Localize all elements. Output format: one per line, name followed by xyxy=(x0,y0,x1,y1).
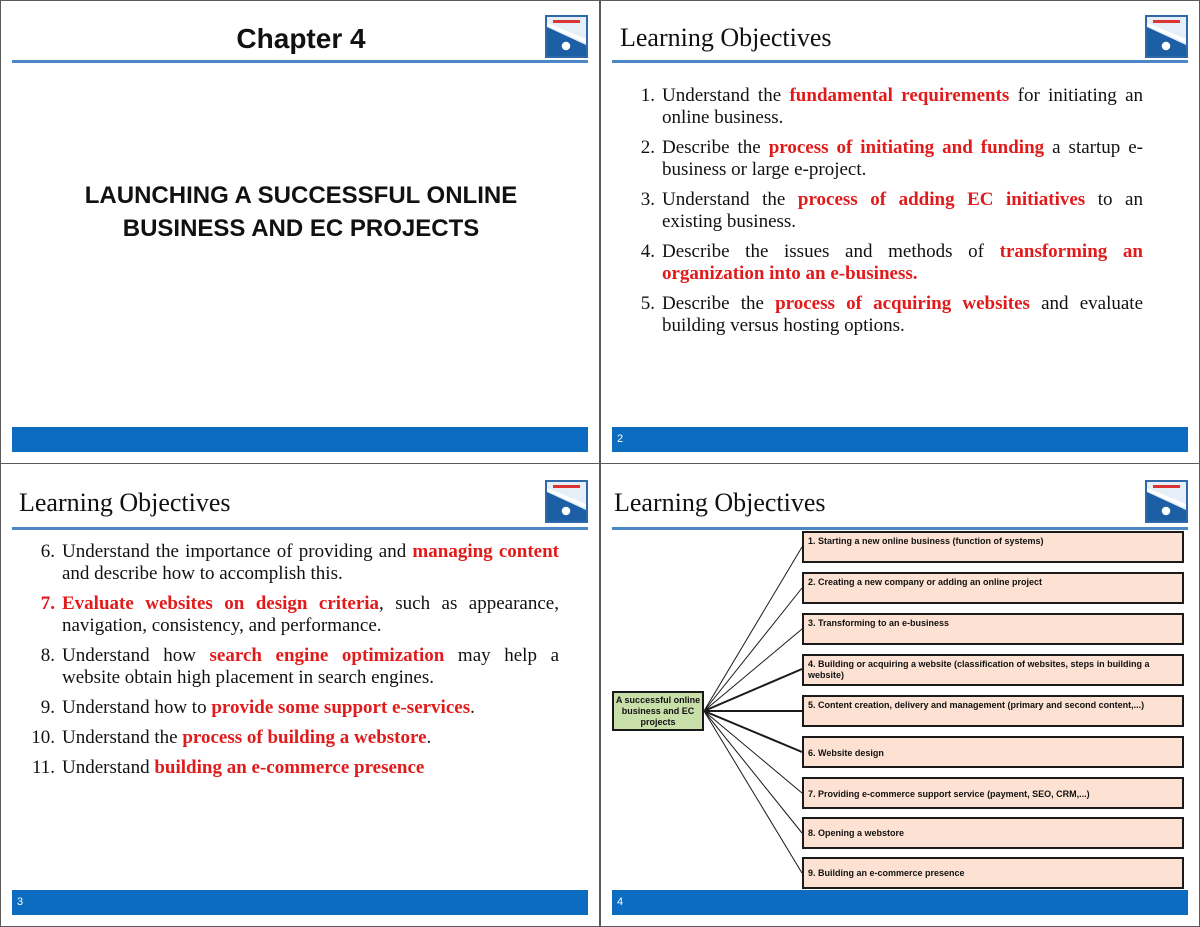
mindmap-node: 2. Creating a new company or adding an online project xyxy=(802,572,1184,604)
objective-item: 10. Understand the process of building a webstore. xyxy=(31,727,432,748)
slide-title: Learning Objectives xyxy=(19,488,231,517)
mindmap-center-node: A successful online business and EC projects xyxy=(612,691,704,731)
mindmap-node: 5. Content creation, delivery and management (primary and second content,...) xyxy=(802,695,1184,727)
slide-1 xyxy=(0,0,600,464)
objectives-list xyxy=(613,85,1143,345)
objectives-list xyxy=(13,541,559,787)
slide-title: Learning Objectives xyxy=(614,488,826,517)
slide-2 xyxy=(600,0,1200,464)
objective-item: 11. Understand building an e-commerce presence xyxy=(31,757,425,778)
objective-item: 7. Evaluate websites on design criteria, such as appearance, navigation, consistency, and performance. xyxy=(40,593,559,636)
chapter-title: Chapter 4 xyxy=(236,23,366,54)
mindmap-node: 1. Starting a new online business (function of systems) xyxy=(802,531,1184,563)
mindmap-node: 4. Building or acquiring a website (classification of websites, steps in building a website) xyxy=(802,654,1184,686)
university-logo-icon xyxy=(1145,15,1188,58)
mindmap-node: 6. Website design xyxy=(802,736,1184,768)
university-logo-icon xyxy=(545,15,588,58)
university-logo-icon xyxy=(545,480,588,523)
mindmap-node: 7. Providing e-commerce support service (payment, SEO, CRM,...) xyxy=(802,777,1184,809)
slide-footer xyxy=(12,427,588,452)
main-title xyxy=(1,179,600,245)
objective-item: 6. Understand the importance of providing and managing content and describe how to accomplish this. xyxy=(40,541,559,584)
objective-item: 3. Understand the process of adding EC initiatives to an existing business. xyxy=(640,189,1143,232)
objective-item: 9. Understand how to provide some support e-services. xyxy=(40,697,475,718)
slide-title: Learning Objectives xyxy=(620,23,832,52)
mindmap-node: 8. Opening a webstore xyxy=(802,817,1184,849)
objective-item: 8. Understand how search engine optimization may help a website obtain high placement in search engines. xyxy=(40,645,559,688)
title-rule xyxy=(612,60,1188,63)
slide-3 xyxy=(0,463,600,927)
university-logo-icon xyxy=(1145,480,1188,523)
mindmap-node: 3. Transforming to an e-business xyxy=(802,613,1184,645)
objective-item: 4. Describe the issues and methods of transforming an organization into an e-business. xyxy=(640,241,1143,284)
main-title-line-1: LAUNCHING A SUCCESSFUL ONLINE xyxy=(84,182,518,209)
slide-footer: 3 xyxy=(12,890,588,915)
objective-item: 2. Describe the process of initiating and funding a startup e-business or large e-project. xyxy=(640,137,1143,180)
slide-footer: 4 xyxy=(612,890,1188,915)
objective-item: 5. Describe the process of acquiring websites and evaluate building versus hosting options. xyxy=(640,293,1144,336)
objective-item: 1. Understand the fundamental requirements for initiating an online business. xyxy=(640,85,1143,128)
title-rule xyxy=(12,527,588,530)
title-rule xyxy=(12,60,588,63)
slide-footer: 2 xyxy=(612,427,1188,452)
title-rule xyxy=(612,527,1188,530)
mindmap-node: 9. Building an e-commerce presence xyxy=(802,857,1184,889)
main-title-line-2: BUSINESS AND EC PROJECTS xyxy=(122,215,480,242)
